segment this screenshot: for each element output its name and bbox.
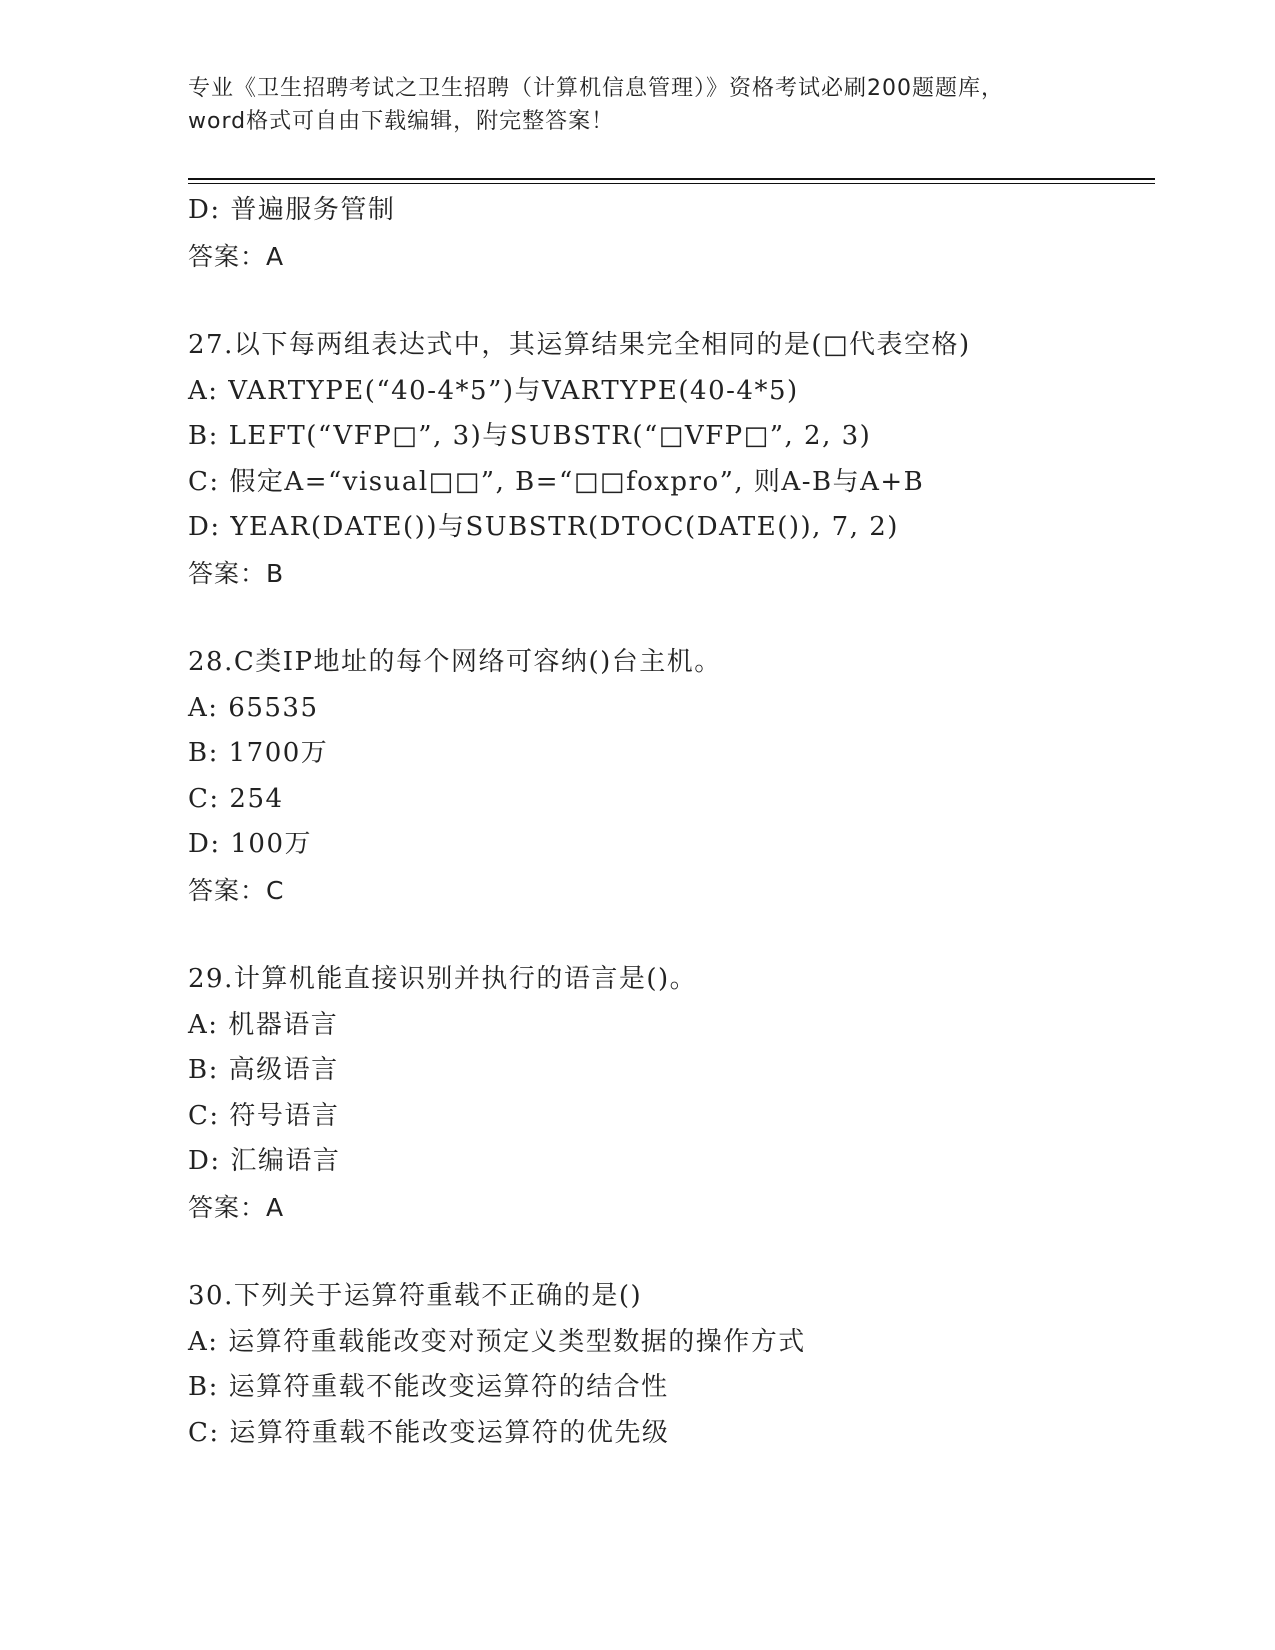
option-c: C: 运算符重载不能改变运算符的优先级: [188, 1417, 670, 1448]
header-divider-thin: [188, 183, 1155, 184]
option-d: D: 100万: [188, 829, 312, 859]
option-a: A: 65535: [188, 692, 319, 723]
option-b: B: 1700万: [188, 738, 329, 768]
question-26-tail: [188, 188, 1148, 279]
option-a: A: VARTYPE(“40-4*5”)与VARTYPE(40-4*5): [188, 375, 799, 406]
answer-line: 答案：B: [188, 558, 285, 588]
question-stem: 30.下列关于运算符重载不正确的是(): [188, 1281, 643, 1311]
question-stem: 28.C类IP地址的每个网络可容纳()台主机。: [188, 647, 722, 677]
question-28: [188, 640, 1148, 913]
question-29: [188, 957, 1148, 1230]
answer-line: 答案：A: [188, 1192, 285, 1222]
option-d: D: 汇编语言: [188, 1146, 341, 1176]
option-c: C: 254: [188, 783, 284, 814]
question-stem: 29.计算机能直接识别并执行的语言是()。: [188, 964, 698, 994]
option-b: B: 运算符重载不能改变运算符的结合性: [188, 1372, 669, 1402]
header-divider-thick: [188, 178, 1155, 180]
header-title-line: 专业《卫生招聘考试之卫生招聘（计算机信息管理）》资格考试必刷200题题库，: [188, 76, 1004, 101]
question-27: [188, 323, 1148, 596]
header-subtitle-line: word格式可自由下载编辑，附完整答案！: [188, 109, 615, 134]
option-d: D: 普遍服务管制: [188, 195, 396, 225]
question-list: [188, 188, 1148, 1456]
question-30: [188, 1274, 1148, 1456]
option-b: B: LEFT(“VFP□”, 3)与SUBSTR(“□VFP□”, 2, 3): [188, 421, 872, 451]
question-stem: 27.以下每两组表达式中，其运算结果完全相同的是(□代表空格): [188, 330, 971, 360]
option-c: C: 假定A=“visual□□”, B=“□□foxpro”, 则A-B与A+B: [188, 466, 925, 497]
option-b: B: 高级语言: [188, 1055, 339, 1085]
option-a: A: 运算符重载能改变对预定义类型数据的操作方式: [188, 1326, 806, 1357]
option-d: D: YEAR(DATE())与SUBSTR(DTOC(DATE()), 7, 2): [188, 512, 899, 542]
option-c: C: 符号语言: [188, 1100, 340, 1131]
document-header: [188, 72, 1088, 138]
option-a: A: 机器语言: [188, 1009, 339, 1040]
answer-line: 答案：A: [188, 241, 285, 271]
answer-line: 答案：C: [188, 875, 285, 905]
